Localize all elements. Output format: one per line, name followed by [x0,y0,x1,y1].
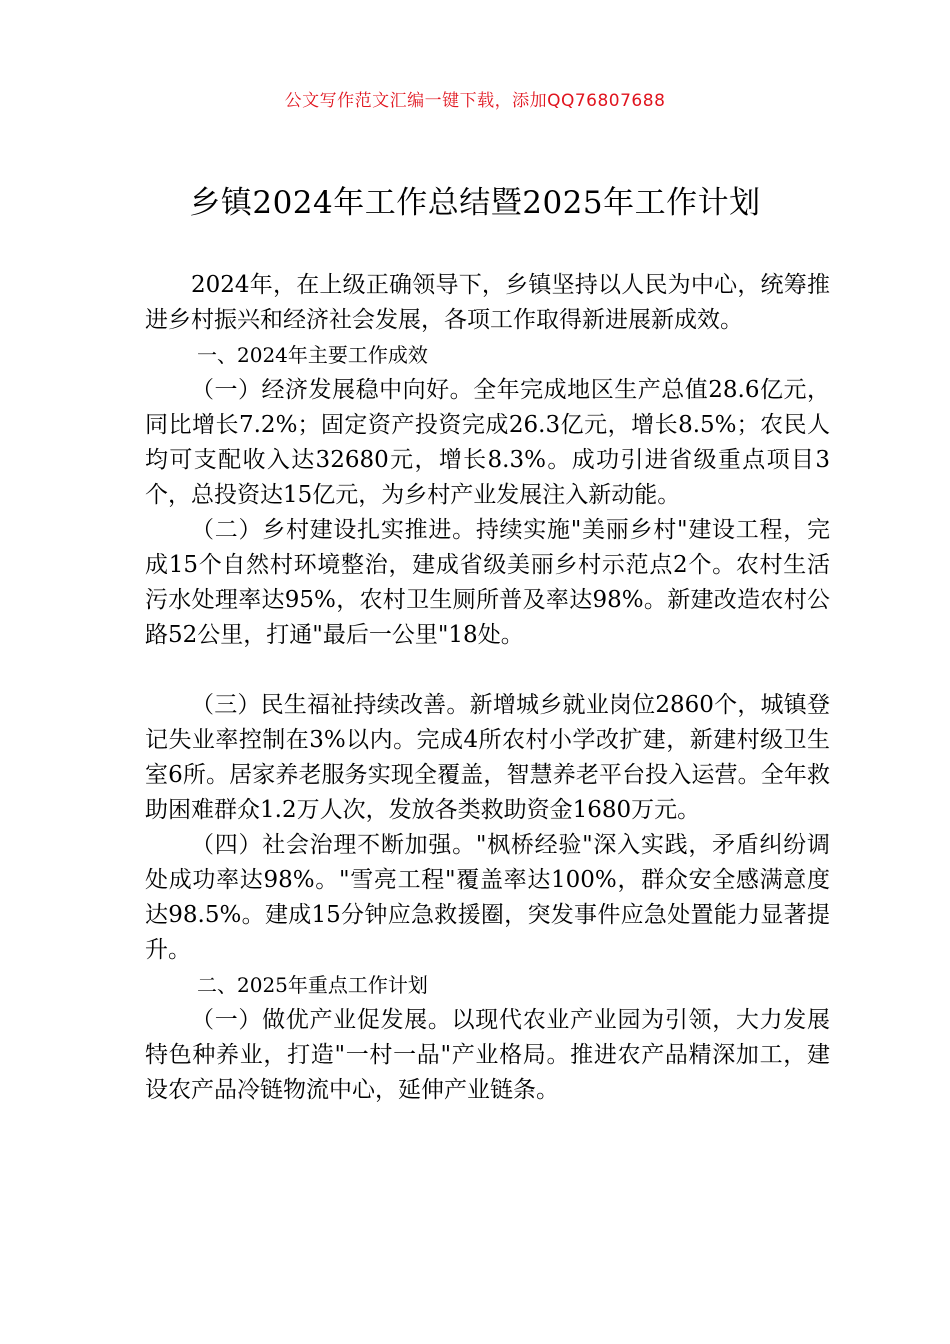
intro-paragraph: 2024年，在上级正确领导下，乡镇坚持以人民为中心，统筹推进乡村振兴和经济社会发展，各项工作取得新进展新成效。 [145,272,830,333]
section-heading-achievements: 一、2024年主要工作成效 [197,343,428,367]
download-notice: 公文写作范文汇编一键下载，添加QQ76807688 [284,91,666,111]
section-heading-plan: 二、2025年重点工作计划 [197,973,428,997]
document-title: 乡镇2024年工作总结暨2025年工作计划 [189,185,761,221]
document-body [145,268,830,1108]
paragraph-economy: （一）经济发展稳中向好。全年完成地区生产总值28.6亿元，同比增长7.2%；固定资产投资完成26.3亿元，增长8.5%；农民人均可支配收入达32680元，增长8.3%。成功引进省级重点项目3个，总投资达15亿元，为乡村产业发展注入新动能。 [145,377,830,508]
paragraph-rural-construction: （二）乡村建设扎实推进。持续实施"美丽乡村"建设工程，完成15个自然村环境整治，建成省级美丽乡村示范点2个。农村生活污水处理率达95%，农村卫生厕所普及率达98%。新建改造农村公路52公里，打通"最后一公里"18处。 [145,517,830,648]
paragraph-industry: （一）做优产业促发展。以现代农业产业园为引领，大力发展特色种养业，打造"一村一品"产业格局。推进农产品精深加工，建设农产品冷链物流中心，延伸产业链条。 [145,1007,830,1103]
paragraph-spacer [145,653,830,688]
paragraph-governance: （四）社会治理不断加强。"枫桥经验"深入实践，矛盾纠纷调处成功率达98%。"雪亮工程"覆盖率达100%，群众安全感满意度达98.5%。建成15分钟应急救援圈，突发事件应急处置能力显著提升。 [145,832,830,963]
paragraph-livelihood: （三）民生福祉持续改善。新增城乡就业岗位2860个，城镇登记失业率控制在3%以内。完成4所农村小学改扩建，新建村级卫生室6所。居家养老服务实现全覆盖，智慧养老平台投入运营。全年救助困难群众1.2万人次，发放各类救助资金1680万元。 [145,692,830,823]
